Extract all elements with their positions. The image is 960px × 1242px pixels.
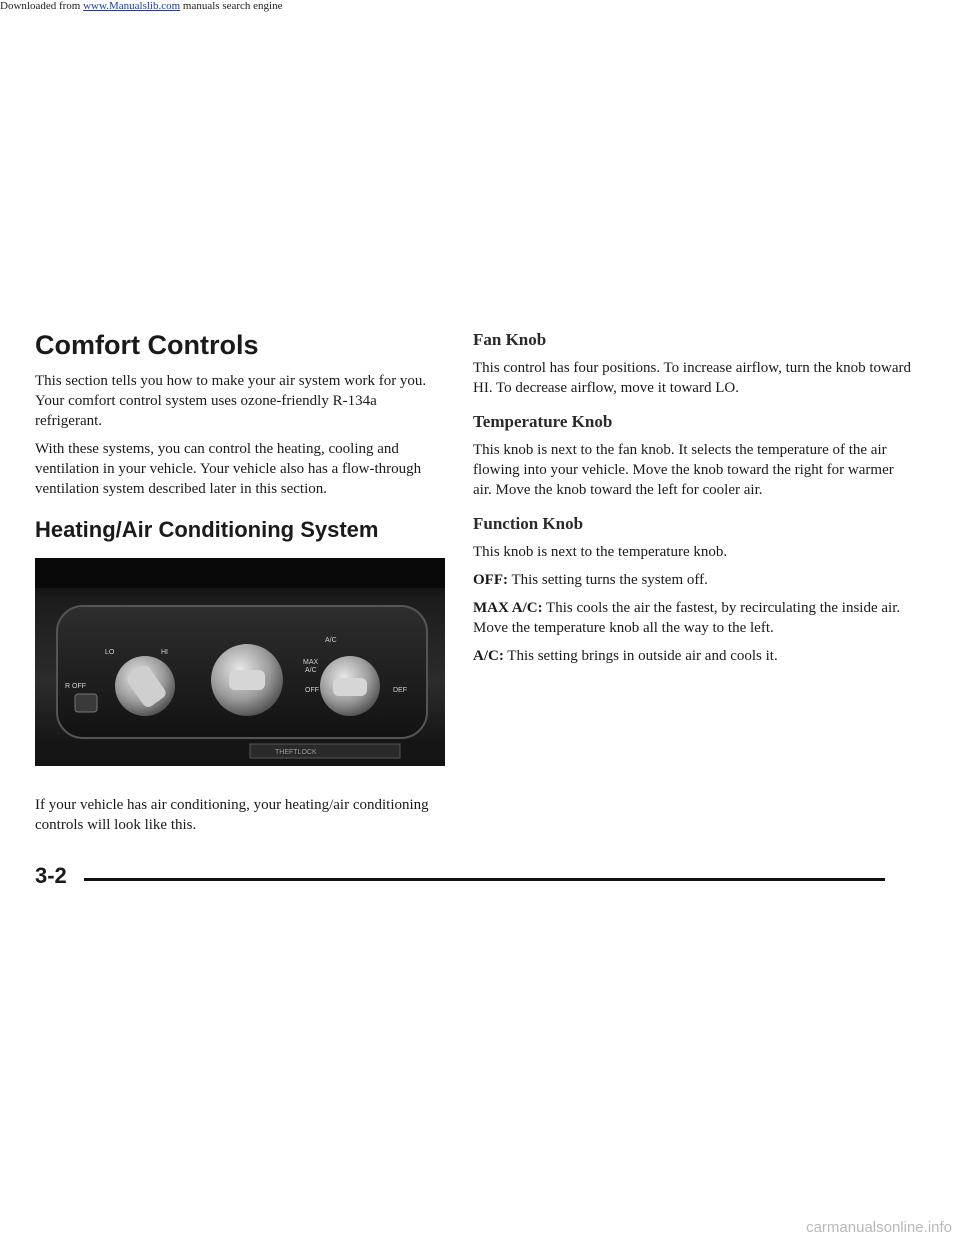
off-mode-label: OFF — [305, 687, 319, 694]
source-prefix: Downloaded from — [0, 0, 84, 12]
fan-hi-label: HI — [161, 649, 168, 656]
intro-paragraph-2: With these systems, you can control the heating, cooling and ventilation in your vehicle. Your vehicle also has a flow-through ventilation system described later in this section. — [35, 441, 422, 497]
recirc-off-label: R OFF — [65, 683, 86, 690]
max-ac-setting-text: This cools the air the fastest, by recirculating the inside air. Move the temperature knob all the way to the left. — [473, 600, 901, 636]
ac-setting — [473, 646, 913, 666]
function-knob-text: This knob is next to the temperature knob. — [473, 544, 728, 560]
recirc-button[interactable] — [75, 694, 97, 712]
off-setting-label: OFF: — [473, 572, 508, 588]
photo-caption: If your vehicle has air conditioning, your heating/air conditioning controls will look like this. — [35, 797, 429, 833]
max-ac-label: A/C — [305, 667, 317, 674]
intro-paragraph-1: This section tells you how to make your air system work for you. Your comfort control system uses ozone-friendly R-134a refrigerant. — [35, 373, 427, 429]
page-title: Comfort Controls — [35, 330, 259, 360]
max-ac-setting-label: MAX A/C: — [473, 600, 543, 616]
fan-lo-label: LO — [105, 649, 115, 656]
max-label: MAX — [303, 659, 319, 666]
source-bar — [0, 0, 282, 12]
ac-setting-text: This setting brings in outside air and cools it. — [503, 648, 778, 664]
footer-rule — [84, 878, 885, 881]
right-column — [473, 330, 913, 674]
fan-knob-heading: Fan Knob — [473, 330, 547, 349]
temperature-knob-heading: Temperature Knob — [473, 412, 613, 431]
fan-knob-text: This control has four positions. To increase airflow, turn the knob toward HI. To decrease airflow, move it toward LO. — [473, 360, 912, 396]
ac-label: A/C — [325, 637, 337, 644]
watermark: carmanualsonline.info — [806, 1219, 952, 1236]
left-column — [35, 330, 430, 555]
defrost-label: DEF — [393, 687, 407, 694]
page-number: 3-2 — [35, 863, 67, 888]
hvac-control-panel-photo — [35, 558, 445, 766]
theftlock-label: THEFTLOCK — [275, 749, 317, 756]
hvac-panel-illustration — [35, 558, 445, 766]
off-setting — [473, 570, 913, 590]
source-link[interactable]: www.Manualslib.com — [83, 0, 181, 12]
ac-setting-label: A/C: — [473, 648, 504, 664]
temperature-knob-text: This knob is next to the fan knob. It selects the temperature of the air flowing into your vehicle. Move the knob toward the right for warmer air. Move the knob toward the left for cooler air. — [473, 442, 894, 498]
off-setting-text: This setting turns the system off. — [508, 572, 708, 588]
max-ac-setting — [473, 598, 913, 638]
source-suffix: manuals search engine — [180, 0, 283, 12]
section-heading: Heating/Air Conditioning System — [35, 517, 379, 542]
function-knob-heading: Function Knob — [473, 514, 584, 533]
